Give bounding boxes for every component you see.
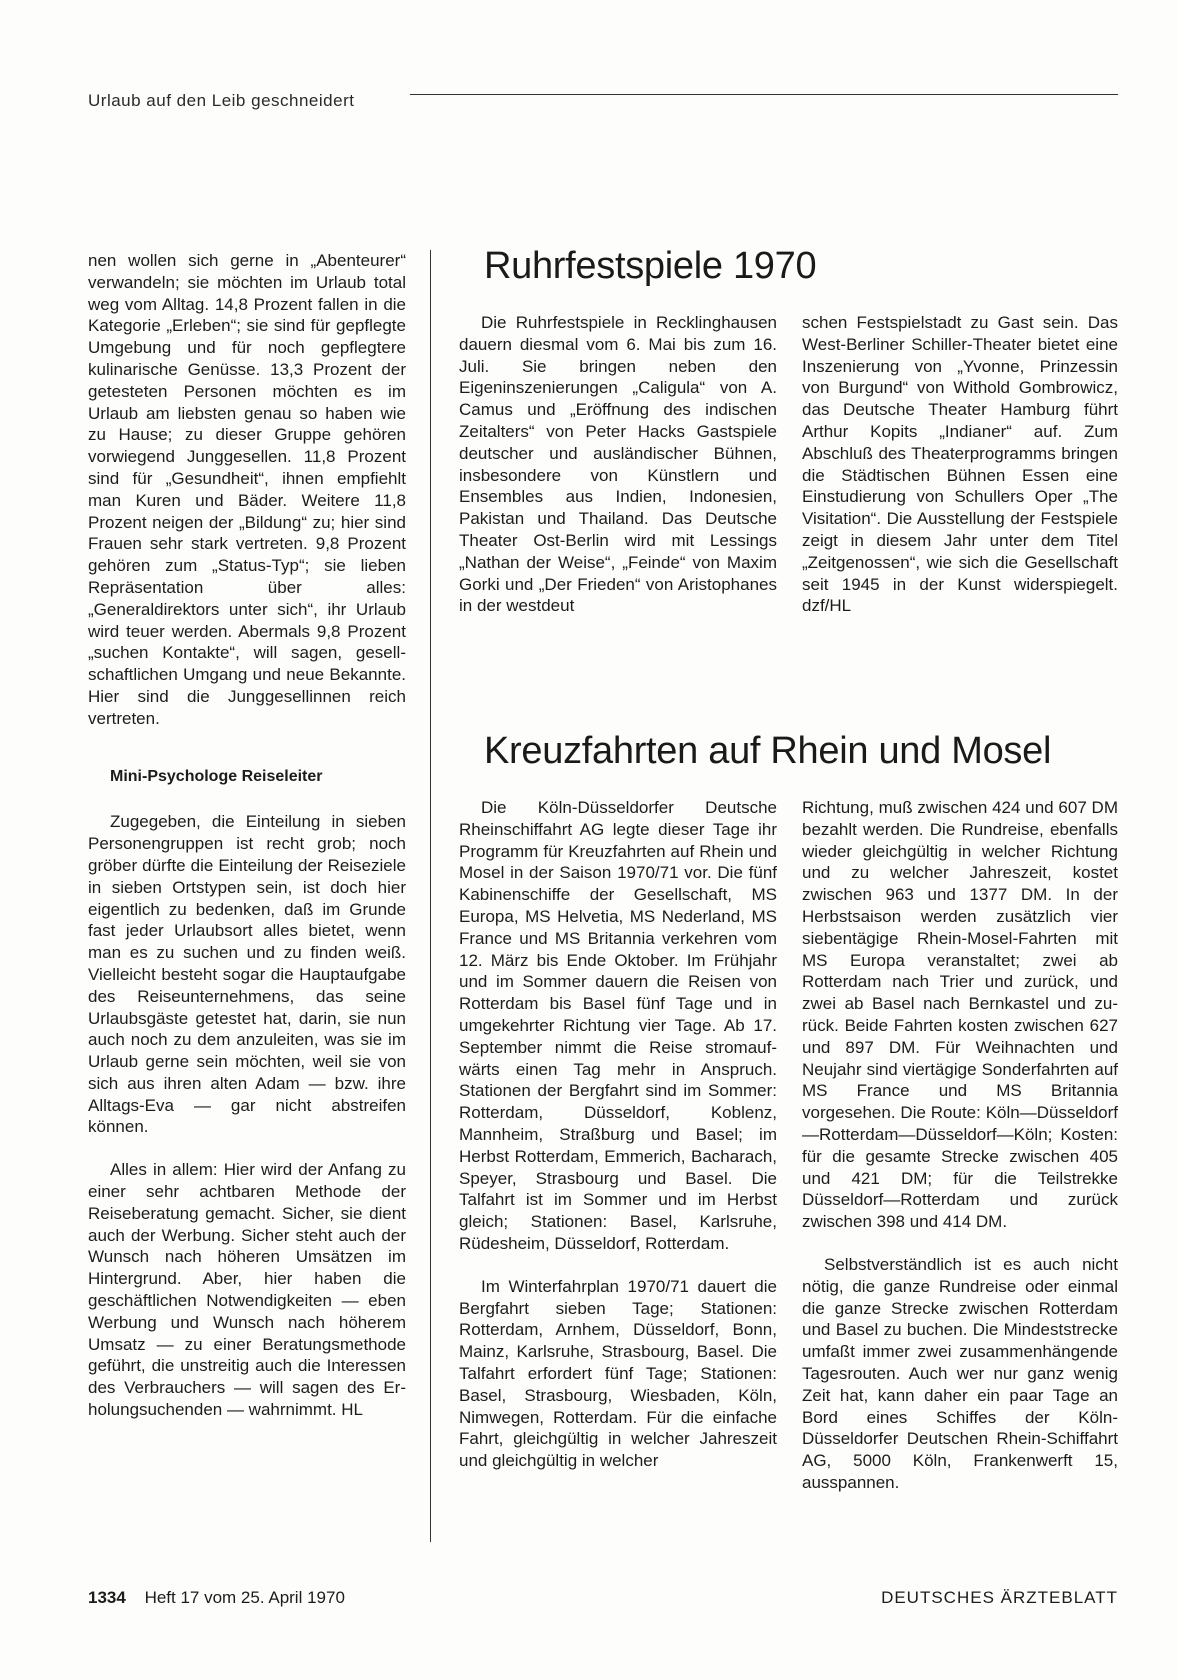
page-number: 1334: [88, 1588, 126, 1607]
issue-info: Heft 17 vom 25. April 1970: [144, 1588, 345, 1607]
subheading-mini-psychologe: Mini-Psychologe Reiseleiter: [110, 767, 323, 785]
kreuz-paragraph: Richtung, muß zwischen 424 und 607 DM bezahlt werden. Die Rundreise, ebenfalls wieder gleichgültig in welcher Richtung und zu welcher Jahreszeit, kostet zwischen 963 und 1377 DM. In der Herbstsaison werden zusätzlich vier siebentägige Rhein-Mosel-Fahrten mit MS Europa veranstaltet; zwei ab Rotterdam nach Trier und zurück, und zwei ab Basel nach Bernkastel und zurück. Beide Fahrten kosten zwischen 627 und 897 DM. Für Weihnachten und Neujahr sind viertägige Sonderfahrten auf MS France und MS Britannia vorgesehen. Die Route: Köln—Düsseldorf—Rotterdam—Düsseldorf—Köln; Kosten: für die gesamte Strecke zwischen 405 und 421 DM; für die Teilstrekke Düsseldorf—Rotterdam und zurück zwischen 398 und 414 DM.: [802, 798, 1118, 1232]
ruhr-column-2: [802, 312, 1118, 617]
left-paragraph: nen wollen sich gerne in „Abenteurer“ verwandeln; sie möchten im Urlaub total weg vom Alltag. 14,8 Prozent fallen in die Kategorie „Erleben“; sie sind für gepflegte Umgebung und für noch gepflegtere kulinarische Genüsse. 13,3 Prozent der getesteten Personen möchten es im Urlaub am liebsten genau so haben wie zu Hause; zu dieser Gruppe gehören vorwiegend Junggesellen. 11,8 Prozent sind für „Gesundheit“, ihnen empfiehlt man Kuren und Bäder. Weitere 11,8 Prozent neigen der „Bildung“ zu; hier sind Frauen sehr stark vertreten. 9,8 Prozent gehören zum „Status-Typ“; sie lieben Repräsentation über alles: „Generaldirektors unter sich“, ihr Urlaub wird teuer werden. Abermals 9,8 Prozent „suchen Kontakte“, will sagen, gesellschaftlichen Umgang und neue Bekannte. Hier sind die Junggesellinnen reich vertreten.: [88, 251, 406, 728]
running-title: Urlaub auf den Leib geschneidert: [88, 91, 355, 110]
column-divider: [430, 250, 431, 1542]
header-rule: [410, 94, 1118, 95]
kreuz-paragraph: Selbstverständlich ist es auch nicht nötig, die ganze Rundreise oder einmal die ganze Strecke zwischen Rotterdam und Basel zu buchen. Die Mindeststrecke umfaßt immer zwei zusammenhängende Tagesrouten. Auch wer nur ganz wenig Zeit hat, kann daher ein paar Tage an Bord eines Schiffes der Köln-Düsseldorfer Deutschen Rhein-Schiffahrt AG, 5000 Köln, Frankenwerft 15, ausspannen.: [802, 1254, 1118, 1492]
kreuz-paragraph: Die Köln-Düsseldorfer Deutsche Rheinschiffahrt AG legte dieser Tage ihr Programm für Kreuzfahrten auf Rhein und Mosel in der Saison 1970/71 vor. Die fünf Kabinenschiffe der Gesellschaft, MS Europa, MS Helvetia, MS Nederland, MS France und MS Britannia verkehren vom 12. März bis Ende Oktober. Im Frühjahr und im Sommer dauern die Reisen von Rotterdam bis Basel fünf Tage und in umgekehrter Richtung vier Tage. Ab 17. September nimmt die Reise stromaufwärts einen Tag mehr in Anspruch. Stationen der Bergfahrt sind im Sommer: Rotterdam, Düsseldorf, Koblenz, Mannheim, Straßburg und Basel; im Herbst Rotterdam, Emmerich, Bacharach, Speyer, Strasbourg und Basel. Die Talfahrt ist im Sommer und im Herbst gleich; Stationen: Basel, Karlsruhe, Rüdesheim, Düsseldorf, Rotterdam.: [459, 798, 777, 1253]
left-column: [88, 250, 406, 1421]
kreuz-column-2: [802, 797, 1118, 1494]
left-paragraph: Alles in allem: Hier wird der Anfang zu einer sehr achtbaren Methode der Reiseberatung gemacht. Sicher, sie dient auch der Werbung. Sicher steht auch der Wunsch nach höheren Umsätzen im Hintergrund. Aber, hier haben die geschäftlichen Notwendigkeiten — eben Werbung und Wunsch nach höherem Umsatz — zu einer Beratungsmethode geführt, die unstreitig auch die Interessen des Verbrauchers — will sagen des Erholungsuchenden — wahrnimmt. HL: [88, 1160, 406, 1420]
left-paragraph: Zugegeben, die Einteilung in sieben Personengruppen ist recht grob; noch gröber dürfte die Einteilung der Reiseziele in sieben Ortstypen sein, ist doch hier eigentlich zu bedenken, daß im Grunde fast jeder Urlaubsort alles bietet, wenn man es zu suchen und zu finden weiß. Vielleicht besteht sogar die Hauptaufgabe des Reiseunternehmens, das seine Urlaubsgäste getestet hat, darin, sie nun auch noch zu dem anzuleiten, was sie im Urlaub gerne sein möchten, weil sie von sich aus ihren alten Adam — bzw. ihre Alltags-Eva — gar nicht abstreifen können.: [88, 812, 406, 1137]
kreuz-column-1: [459, 797, 777, 1472]
kreuz-paragraph: Im Winterfahrplan 1970/71 dauert die Bergfahrt sieben Tage; Stationen: Rotterdam, Arnhem, Düsseldorf, Bonn, Mainz, Karlsruhe, Strasbourg, Basel. Die Talfahrt erfordert fünf Tage; Stationen: Basel, Strasbourg, Wiesbaden, Köln, Nimwegen, Rotterdam. Für die einfache Fahrt, gleichgültig in welcher Jahreszeit und gleichgültig in welcher: [459, 1276, 777, 1471]
ruhr-column-1: [459, 312, 777, 617]
footer-left: [88, 1588, 345, 1612]
ruhr-paragraph: schen Festspielstadt zu Gast sein. Das West-Berliner Schiller-Theater bietet eine Inszenierung von „Yvonne, Prinzessin von Burgund“ von Withold Gombrowicz, das Deutsche Theater Hamburg führt Arthur Kopits „Indianer“ auf. Zum Abschluß des Theaterprogramms bringen die Städtischen Bühnen Essen eine Einstudierung von Schullers Oper „The Visitation“. Die Ausstellung der Festspiele zeigt in diesem Jahr unter dem Titel „Zeitgenossen“, wie sich die Gesellschaft seit 1945 in der Kunst widerspiegelt. dzf/HL: [802, 313, 1118, 616]
ruhr-paragraph: Die Ruhrfestspiele in Recklinghausen dauern diesmal vom 6. Mai bis zum 16. Juli. Sie bringen neben den Eigeninszenierungen „Caligula“ von A. Camus und „Eröffnung des indischen Zeitalters“ von Peter Hacks Gastspiele deutscher und ausländischer Bühnen, insbesondere von Künstlern und Ensembles aus Indien, Indonesien, Pakistan und Thailand. Das Deutsche Theater Ost-Berlin wird mit Lessings „Nathan der Weise“, „Feinde“ von Maxim Gorki und „Der Frieden“ von Aristophanes in der westdeut: [459, 313, 777, 616]
running-header: [88, 91, 1118, 115]
headline-kreuzfahrten: Kreuzfahrten auf Rhein und Mosel: [484, 730, 1052, 772]
headline-ruhrfestspiele: Ruhrfestspiele 1970: [484, 245, 817, 287]
journal-name: DEUTSCHES ÄRZTEBLATT: [881, 1588, 1118, 1607]
